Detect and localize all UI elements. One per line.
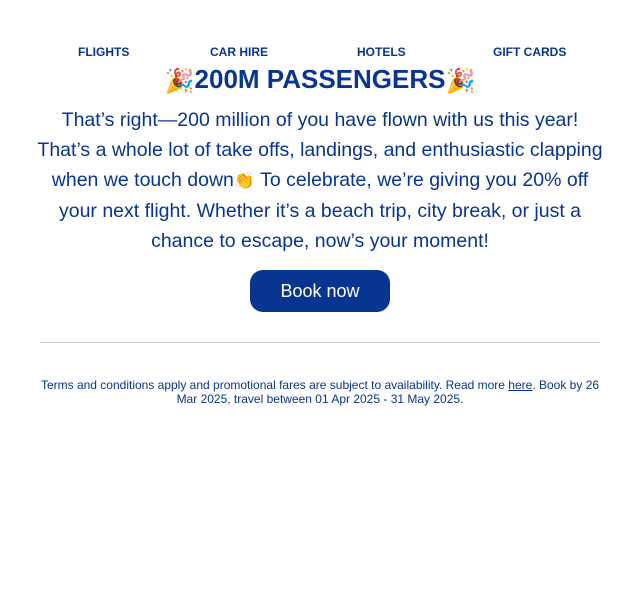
nav-link-car-hire[interactable]: CAR HIRE (210, 45, 269, 59)
clapping-hands-icon: 👏 (233, 171, 256, 191)
terms-read-more-link[interactable]: here (508, 378, 533, 392)
terms-and-conditions (36, 378, 604, 406)
party-popper-icon: 🎉 (445, 67, 476, 95)
nav-link-gift-cards[interactable]: GIFT CARDS (493, 45, 567, 59)
book-now-button[interactable]: Book now (250, 270, 390, 312)
top-nav (40, 44, 600, 60)
party-popper-icon: 🎉 (164, 67, 195, 95)
terms-text-part-2: . Book by 26 Mar 2025, travel between 01 Apr 2025 - 31 May 2025. (176, 378, 600, 406)
body-paragraph (36, 105, 604, 256)
headline (0, 63, 640, 97)
terms-text-part-1: Terms and conditions apply and promotional fares are subject to availability. Read more (40, 378, 509, 392)
headline-text: 200M PASSENGERS (194, 64, 446, 94)
body-text-part-2: To celebrate, we’re giving you 20% off your next flight. Whether it’s a beach trip, city break, or just a chance to escape, now’s your moment! (58, 169, 589, 252)
body-text-part-1: That’s right—200 million of you have flown with us this year! That’s a whole lot of take offs, landings, and enthusiastic clapping when we touch down (37, 109, 603, 191)
divider (40, 342, 600, 343)
nav-link-flights[interactable]: FLIGHTS (78, 45, 130, 59)
nav-link-hotels[interactable]: HOTELS (357, 45, 406, 59)
